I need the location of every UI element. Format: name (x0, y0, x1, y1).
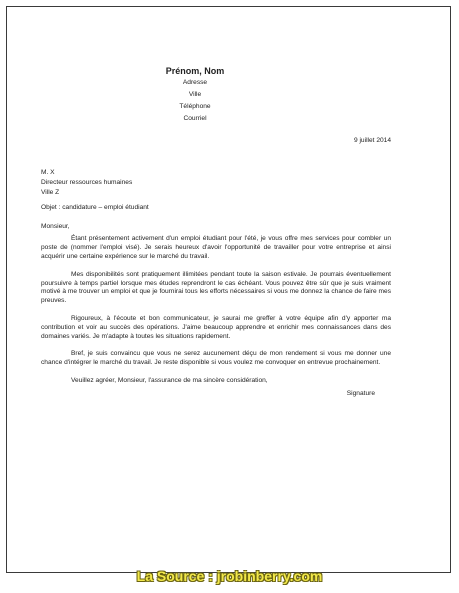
sender-city: Ville (188, 91, 202, 98)
source-caption: La Source : jrobinberry.com (136, 568, 323, 584)
letter-body (41, 65, 391, 399)
sender-address: Adresse (182, 79, 208, 86)
paragraph-3: Rigoureux, à l'écoute et bon communicateur, je saurai me greffer à votre équipe afin d'y apporter ma contribution et voir au succès des opérations. J'aime beaucoup apprendre et enrichir mes connaissances dans des domaines variés. Je m'adapte à toutes les situations rapidement. (41, 314, 391, 340)
paragraph-2: Mes disponibilités sont pratiquement illimitées pendant toute la saison estivale. Je pourrais éventuellement poursuivre à temps partiel lorsque mes études reprendront le cas échéant. Vous pouvez être sûr que je suis vraiment motivé à me trouver un emploi et que je fournirai tous les efforts nécessaires si vous me donnez la chance de faire mes preuves. (41, 270, 391, 305)
sender-email: Courriel (183, 115, 207, 122)
recipient-city: Ville Z (41, 188, 60, 196)
letter-date: 9 juillet 2014 (353, 137, 391, 144)
recipient-block (41, 168, 391, 198)
sender-block (105, 65, 285, 125)
letter-subject: Objet : candidature – emploi étudiant (41, 203, 149, 211)
recipient-name: M. X (41, 168, 55, 176)
sender-name: Prénom, Nom (165, 66, 225, 76)
recipient-title: Directeur ressources humaines (41, 178, 133, 186)
paragraph-4: Bref, je suis convaincu que vous ne serez aucunement déçu de mon rendement si vous me donner une chance d'intégrer le marché du travail. Je reste disponible si vous voulez me convoquer en entrevue prochainement. (41, 350, 391, 367)
letter-signature: Signature (346, 389, 375, 397)
letter-frame (6, 6, 451, 573)
letter-closing: Veuillez agréer, Monsieur, l'assurance de ma sincère considération, (71, 376, 268, 384)
letter-salutation: Monsieur, (41, 222, 70, 230)
paragraph-1: Étant présentement activement d'un emploi étudiant pour l'été, je vous offre mes services pour combler un poste de (nommer l'emploi visé). Je serais heureux d'avoir l'opportunité de travailler pour votre entreprise et ainsi acquérir une certaine expérience sur le marché du travail. (41, 235, 391, 260)
sender-phone: Téléphone (179, 103, 211, 110)
